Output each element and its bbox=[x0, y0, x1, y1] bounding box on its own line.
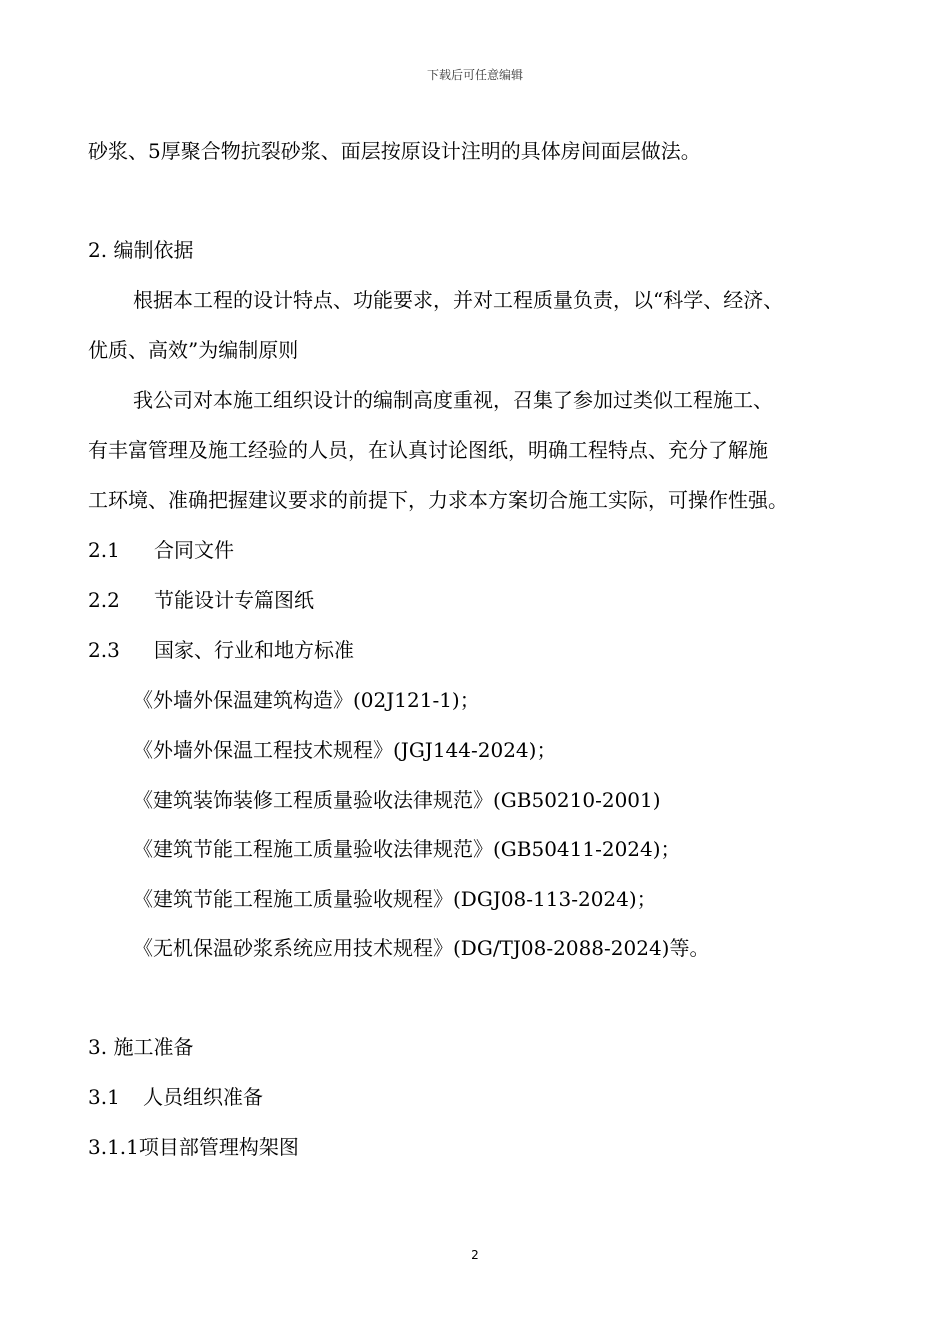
subsection-title: 国家、行业和地方标准 bbox=[154, 638, 354, 662]
subsection-title: 人员组织准备 bbox=[143, 1085, 263, 1109]
standard-item: 《无机保温砂浆系统应用技术规程》(DG/TJ08-2088-2024)等。 bbox=[133, 936, 710, 960]
paragraph-1-line-2: 优质、高效”为编制原则 bbox=[88, 338, 299, 362]
subsection-2-3 bbox=[88, 636, 354, 664]
subsection-3-1 bbox=[88, 1083, 263, 1111]
standard-item: 《外墙外保温建筑构造》(02J121-1)； bbox=[133, 688, 480, 712]
paragraph-continuation: 砂浆、5厚聚合物抗裂砂浆、面层按原设计注明的具体房间面层做法。 bbox=[88, 139, 701, 163]
subsection-title: 节能设计专篇图纸 bbox=[154, 588, 314, 612]
section-heading-2: 2. 编制依据 bbox=[88, 238, 194, 262]
paragraph-2-line-1: 我公司对本施工组织设计的编制高度重视，召集了参加过类似工程施工、 bbox=[133, 388, 773, 412]
subsection-2-2 bbox=[88, 586, 314, 614]
standard-item: 《建筑节能工程施工质量验收规程》(DGJ08-113-2024)； bbox=[133, 887, 657, 911]
section-heading-3: 3. 施工准备 bbox=[88, 1035, 194, 1059]
standard-item: 《外墙外保温工程技术规程》(JGJ144-2024)； bbox=[133, 738, 557, 762]
paragraph-1-line-1: 根据本工程的设计特点、功能要求，并对工程质量负责，以“科学、经济、 bbox=[133, 288, 784, 312]
subsection-title: 合同文件 bbox=[154, 538, 234, 562]
subsection-number: 2.3 bbox=[88, 638, 120, 662]
subsection-number: 2.2 bbox=[88, 588, 120, 612]
standard-item: 《建筑节能工程施工质量验收法律规范》(GB50411-2024)； bbox=[133, 837, 681, 861]
subsection-3-1-1: 3.1.1项目部管理构架图 bbox=[88, 1135, 299, 1159]
page-header: 下载后可任意编辑 bbox=[426, 68, 523, 82]
subsection-number: 2.1 bbox=[88, 538, 120, 562]
subsection-number: 3.1 bbox=[88, 1085, 120, 1109]
standard-item: 《建筑装饰装修工程质量验收法律规范》(GB50210-2001) bbox=[133, 788, 661, 812]
paragraph-2-line-3: 工环境、准确把握建议要求的前提下，力求本方案切合施工实际，可操作性强。 bbox=[88, 488, 788, 512]
paragraph-2-line-2: 有丰富管理及施工经验的人员，在认真讨论图纸，明确工程特点、充分了解施 bbox=[88, 438, 768, 462]
page-number: 2 bbox=[471, 1248, 479, 1262]
subsection-2-1 bbox=[88, 536, 234, 564]
